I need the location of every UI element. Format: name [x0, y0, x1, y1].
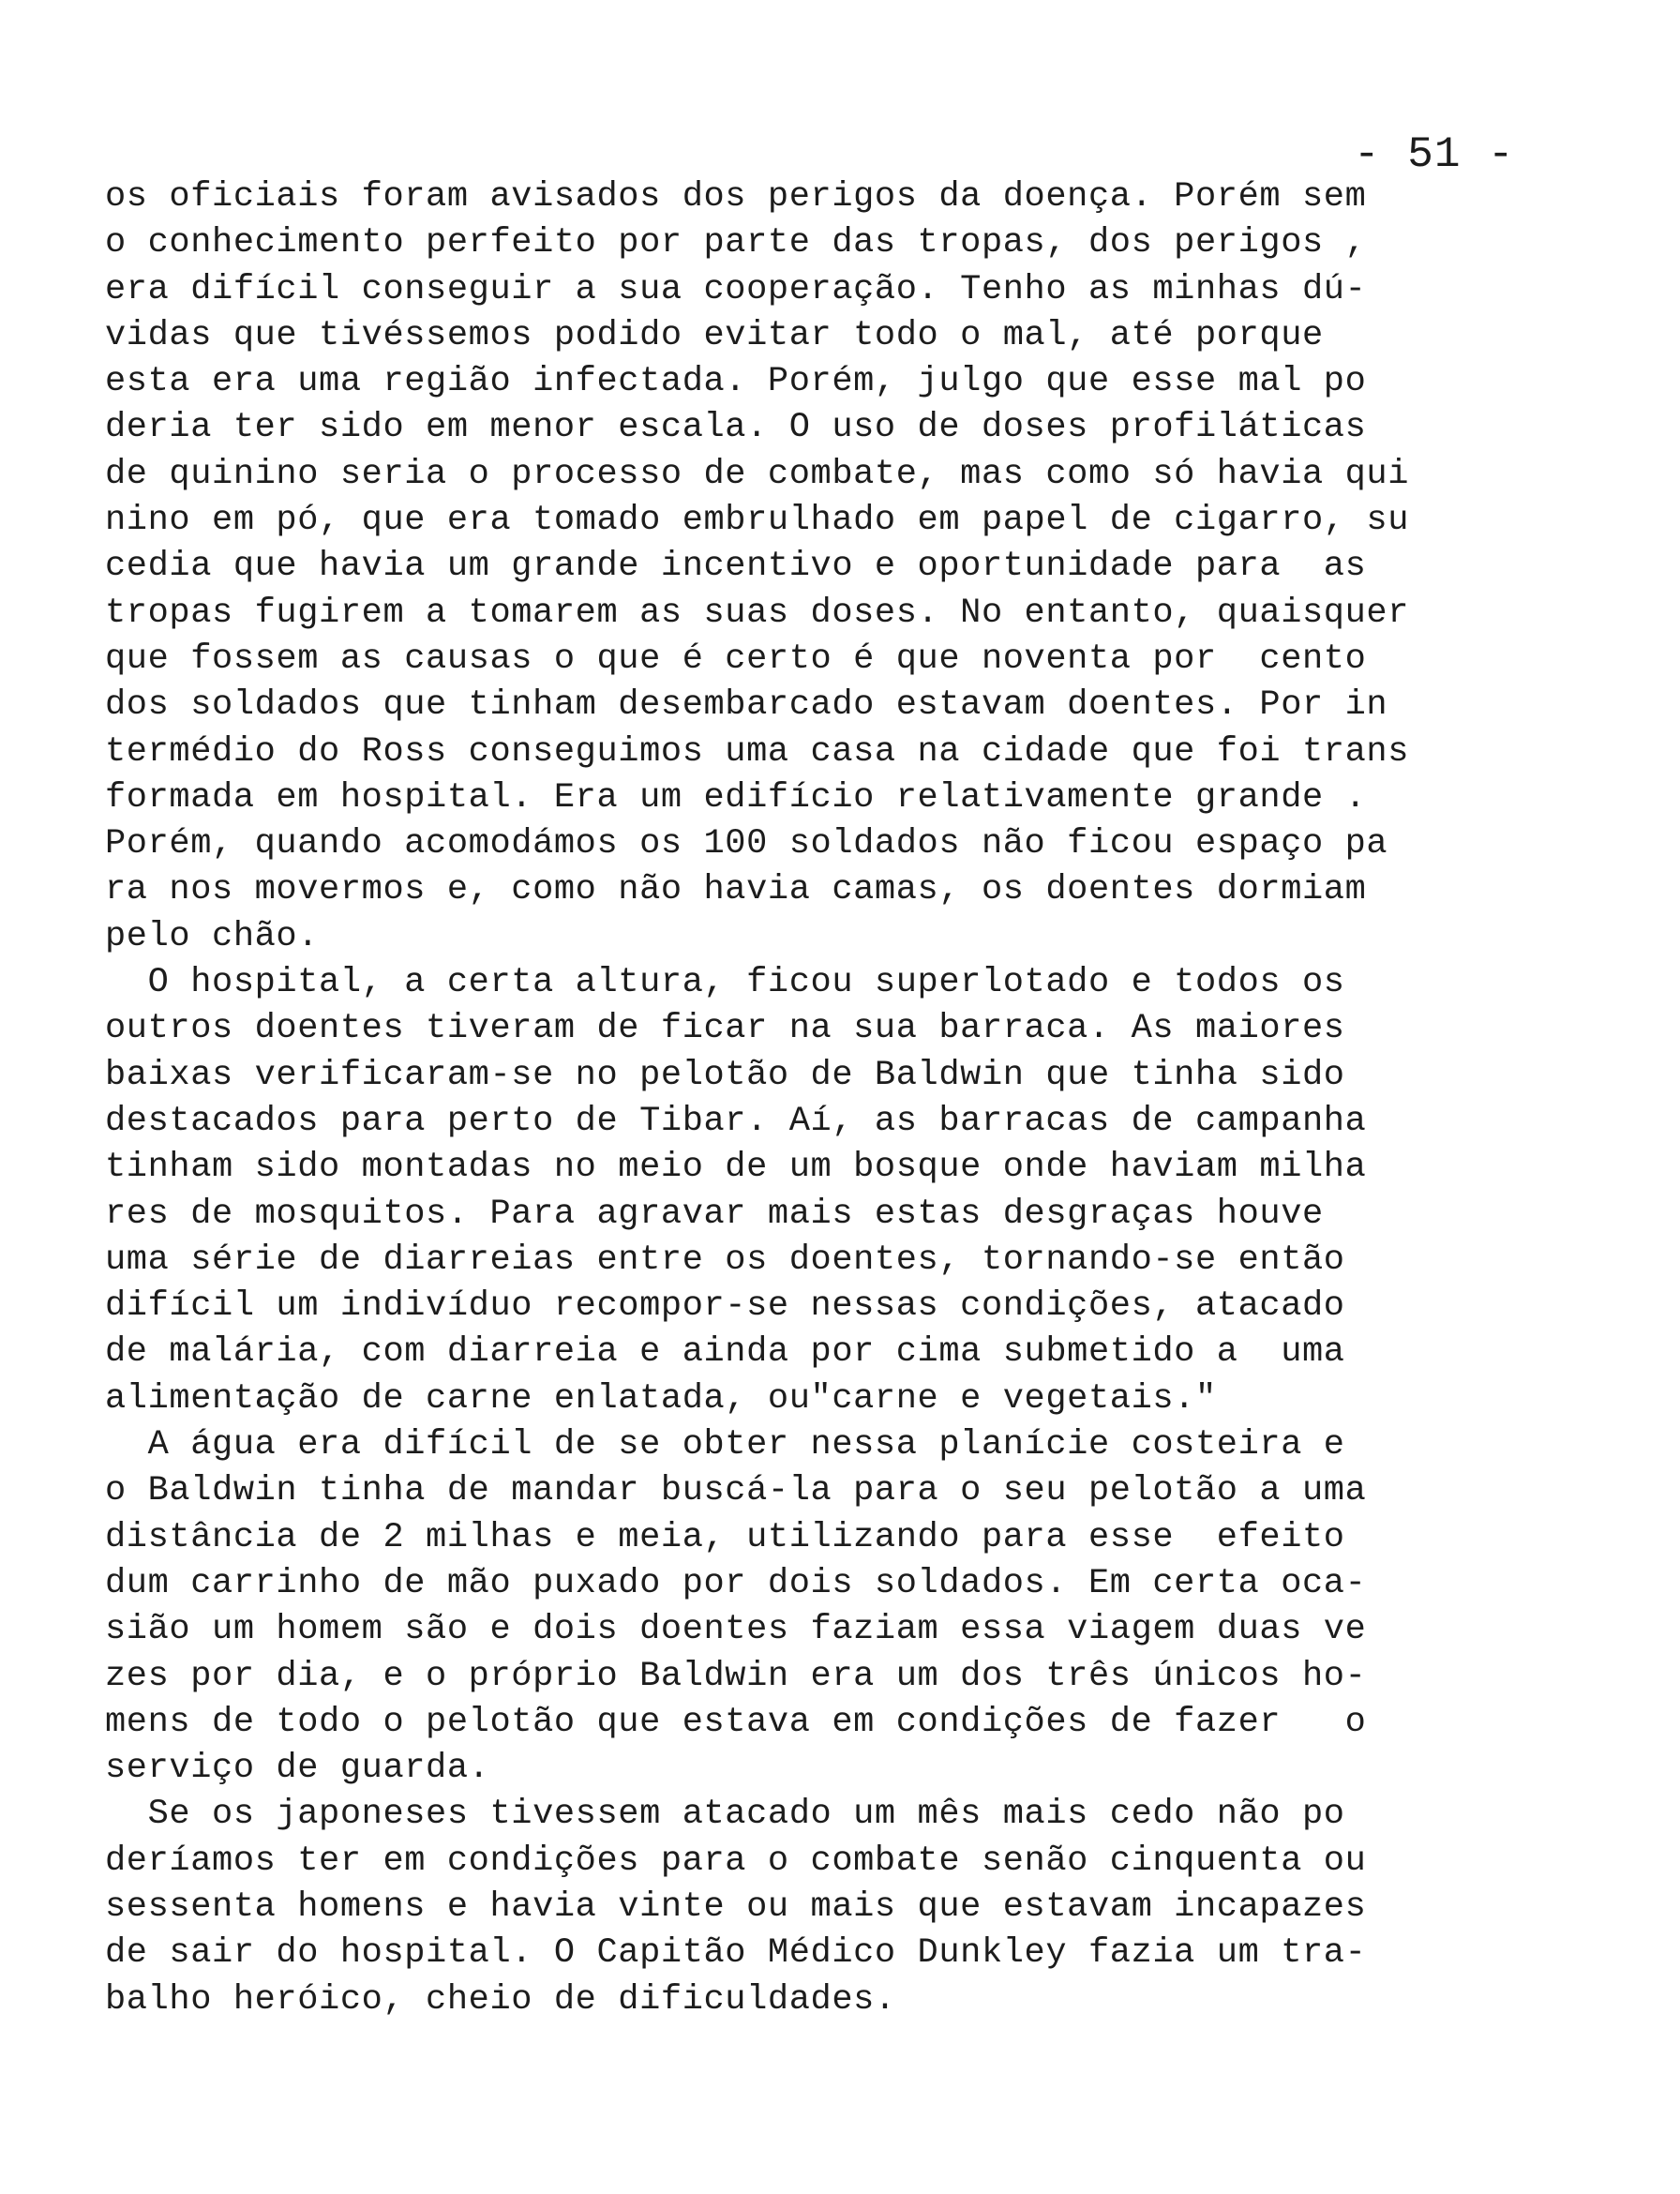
text-line: deríamos ter em condições para o combate senão cinquenta ou [105, 1841, 1367, 1881]
body-text [105, 174, 1511, 2023]
text-line: era difícil conseguir a sua cooperação. Tenho as minhas dú- [105, 269, 1367, 309]
text-line: O hospital, a certa altura, ficou superlotado e todos os [105, 963, 1345, 1003]
text-line: vidas que tivéssemos podido evitar todo o mal, até porque [105, 315, 1324, 355]
text-line: dos soldados que tinham desembarcado estavam doentes. Por in [105, 685, 1388, 726]
text-line: sessenta homens e havia vinte ou mais que estavam incapazes [105, 1886, 1367, 1927]
text-line: zes por dia, e o próprio Baldwin era um dos três únicos ho- [105, 1656, 1367, 1696]
text-line: tropas fugirem a tomarem as suas doses. No entanto, quaisquer [105, 593, 1410, 633]
text-line: cedia que havia um grande incentivo e oportunidade para as [105, 547, 1367, 587]
page-number: - 51 - [1354, 130, 1515, 179]
text-line: termédio do Ross conseguimos uma casa na cidade que foi trans [105, 731, 1410, 772]
text-line: Se os japoneses tivessem atacado um mês mais cedo não po [105, 1795, 1345, 1835]
text-line: o conhecimento perfeito por parte das tropas, dos perigos , [105, 223, 1367, 263]
text-line: de malária, com diarreia e ainda por cima submetido a uma [105, 1332, 1345, 1373]
text-line: alimentação de carne enlatada, ou"carne e vegetais." [105, 1378, 1217, 1419]
text-line: destacados para perto de Tibar. Aí, as barracas de campanha [105, 1101, 1367, 1141]
text-line: nino em pó, que era tomado embrulhado em papel de cigarro, su [105, 501, 1410, 541]
text-line: balho heróico, cheio de dificuldades. [105, 1979, 896, 2020]
text-line: de quinino seria o processo de combate, mas como só havia qui [105, 454, 1410, 494]
text-line: dum carrinho de mão puxado por dois soldados. Em certa oca- [105, 1563, 1367, 1603]
text-line: o Baldwin tinha de mandar buscá-la para o seu pelotão a uma [105, 1471, 1367, 1511]
text-line: baixas verificaram-se no pelotão de Baldwin que tinha sido [105, 1055, 1345, 1095]
text-line: pelo chão. [105, 916, 320, 956]
text-line: tinham sido montadas no meio de um bosque onde haviam milha [105, 1148, 1367, 1188]
text-line: formada em hospital. Era um edifício relativamente grande . [105, 777, 1367, 818]
text-line: de sair do hospital. O Capitão Médico Dunkley fazia um tra- [105, 1933, 1367, 1974]
text-line: distância de 2 milhas e meia, utilizando para esse efeito [105, 1517, 1345, 1557]
text-line: os oficiais foram avisados dos perigos da doença. Porém sem [105, 177, 1367, 217]
text-line: deria ter sido em menor escala. O uso de doses profiláticas [105, 408, 1367, 448]
text-line: outros doentes tiveram de ficar na sua barraca. As maiores [105, 1009, 1345, 1049]
text-line: mens de todo o pelotão que estava em condições de fazer o [105, 1702, 1367, 1742]
text-line: sião um homem são e dois doentes faziam essa viagem duas ve [105, 1610, 1367, 1650]
text-line: que fossem as causas o que é certo é que noventa por cento [105, 639, 1367, 679]
text-line: res de mosquitos. Para agravar mais estas desgraças houve [105, 1194, 1324, 1234]
text-line: esta era uma região infectada. Porém, julgo que esse mal po [105, 362, 1367, 402]
text-line: Porém, quando acomodámos os 100 soldados não ficou espaço pa [105, 824, 1388, 864]
text-line: uma série de diarreias entre os doentes, tornando-se então [105, 1240, 1345, 1280]
text-line: serviço de guarda. [105, 1749, 490, 1789]
text-line: A água era difícil de se obter nessa planície costeira e [105, 1425, 1345, 1465]
text-line: difícil um indivíduo recompor-se nessas condições, atacado [105, 1286, 1345, 1327]
text-line: ra nos movermos e, como não havia camas, os doentes dormiam [105, 870, 1367, 910]
